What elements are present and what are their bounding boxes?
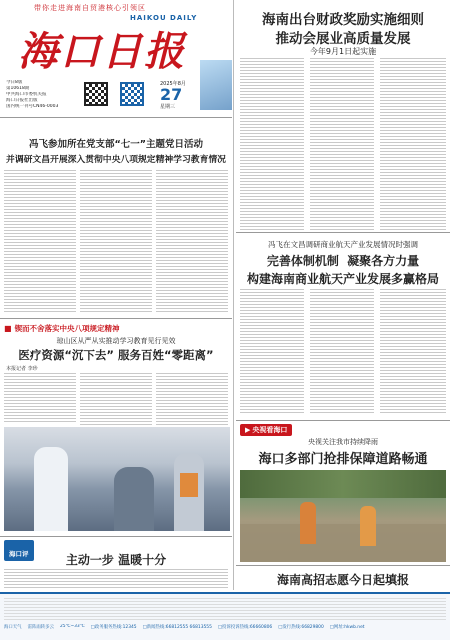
warmth-column-label: 海口评 — [9, 550, 29, 558]
date-weekday: 星期三 — [160, 104, 176, 110]
party-story — [0, 120, 232, 315]
masthead-meta — [6, 80, 70, 110]
medical-body-col3 — [156, 373, 228, 435]
qr-code-icon — [84, 82, 108, 106]
top-story-body-col1 — [240, 58, 304, 230]
warmth-story — [0, 536, 232, 590]
footer-info — [4, 624, 446, 630]
flood-photo — [240, 470, 446, 562]
medical-story — [0, 318, 232, 534]
photo-shirt-accent — [180, 473, 198, 497]
top-story-body-col2 — [310, 58, 374, 230]
aerospace-title-line2: 构建海南商业航天产业发展多赢格局 — [246, 272, 439, 286]
exam-title: 海南高招志愿今日起填报 — [276, 573, 409, 587]
footer-distribution-hotline: □发行热线:66829800 — [278, 625, 324, 630]
masthead-wave-graphic — [200, 60, 232, 110]
warmth-title: 主动一步 温暖十分 — [65, 553, 167, 567]
top-story-body-col3 — [380, 58, 446, 230]
meta-line: 中共海口市委机关报 — [6, 92, 47, 97]
party-story-body-col1 — [4, 170, 76, 312]
medical-tag-text: 锲而不舍落实中央八项规定精神 — [14, 324, 120, 333]
footer-news-hotline: □新闻热线:66812555 66813555 — [142, 625, 212, 630]
medical-tag — [4, 323, 120, 334]
footer-weather-label: 海口天气 — [4, 625, 22, 630]
warmth-body — [4, 569, 228, 589]
photo-trees — [240, 470, 446, 498]
video-kicker: 央视关注我市持续降雨 — [308, 438, 378, 446]
footer-temperature: 25℃~33℃ — [59, 624, 85, 629]
tv-icon: ▶ — [245, 426, 251, 434]
video-column-badge — [240, 424, 292, 436]
photo-worker — [300, 502, 316, 544]
top-story-title-line2: 推动会展业高质量发展 — [275, 31, 411, 47]
qr-code-icon — [120, 82, 144, 106]
party-story-title-line1: 冯飞参加所在党支部“七一”主题党日活动 — [29, 139, 203, 150]
footer-bar — [0, 592, 450, 640]
masthead-slogan: 带你走进海南自贸港核心引领区 — [34, 4, 146, 12]
issue-date — [160, 80, 200, 110]
aerospace-story — [236, 232, 450, 417]
party-story-body-col2 — [80, 170, 152, 312]
clinic-photo — [4, 427, 230, 531]
photo-worker — [360, 506, 376, 546]
date-day: 27 — [160, 85, 183, 104]
top-story-subtitle: 今年9月1日起实施 — [309, 47, 377, 56]
medical-kicker: 琼山区从严从实推动学习教育见行见效 — [56, 337, 176, 345]
top-story — [236, 0, 450, 230]
photo-figure-doctor — [34, 447, 68, 531]
medical-title: 医疗资源“沉下去” 服务百姓“零距离” — [18, 348, 214, 362]
footer-body-lines — [4, 598, 446, 620]
photo-figure-patient — [114, 467, 154, 531]
meta-line: 今日8版 — [6, 80, 23, 85]
masthead — [0, 0, 232, 118]
medical-body-col1 — [4, 373, 76, 423]
photo-water — [240, 524, 446, 562]
masthead-name: 海口日报 — [18, 28, 186, 75]
date-month: 2025年8月 — [160, 81, 186, 87]
medical-body-col2 — [80, 373, 152, 435]
aerospace-body-col3 — [380, 289, 446, 414]
aerospace-kicker: 冯飞在文昌调研商业航天产业发展情况时强调 — [268, 240, 418, 249]
column-divider — [233, 0, 234, 590]
masthead-english-name: HAIKOU DAILY — [130, 14, 198, 22]
top-story-title-line1: 海南出台财政奖励实施细则 — [262, 12, 424, 28]
footer-weather-text: 雷阵雨转多云 — [27, 625, 54, 630]
flag-icon: ■ — [4, 324, 12, 333]
video-column-label: 央视看海口 — [252, 426, 288, 434]
footer-website: □网址:hkwb.net — [329, 625, 365, 630]
exam-story — [236, 565, 450, 590]
medical-byline: 本报记者 李珍 — [6, 366, 38, 372]
meta-line: 海口日报社出版 — [6, 98, 38, 103]
footer-complaint-hotline: □投诉投诉热线:66660806 — [217, 625, 273, 630]
footer-hotline: □政务服务热线:12345 — [90, 625, 137, 630]
meta-line: 第10618期 — [6, 86, 30, 91]
aerospace-title-line1: 完善体制机制 凝聚各方力量 — [266, 254, 420, 268]
party-story-body-col3 — [156, 170, 228, 312]
video-title: 海口多部门抢排保障道路畅通 — [258, 452, 428, 467]
meta-line: 国内统一刊号CN46-0003 — [6, 104, 59, 109]
aerospace-body-col1 — [240, 289, 304, 414]
party-story-title-line2: 并调研文昌开展深入贯彻中央八项规定精神学习教育情况 — [6, 155, 226, 165]
aerospace-body-col2 — [310, 289, 374, 414]
